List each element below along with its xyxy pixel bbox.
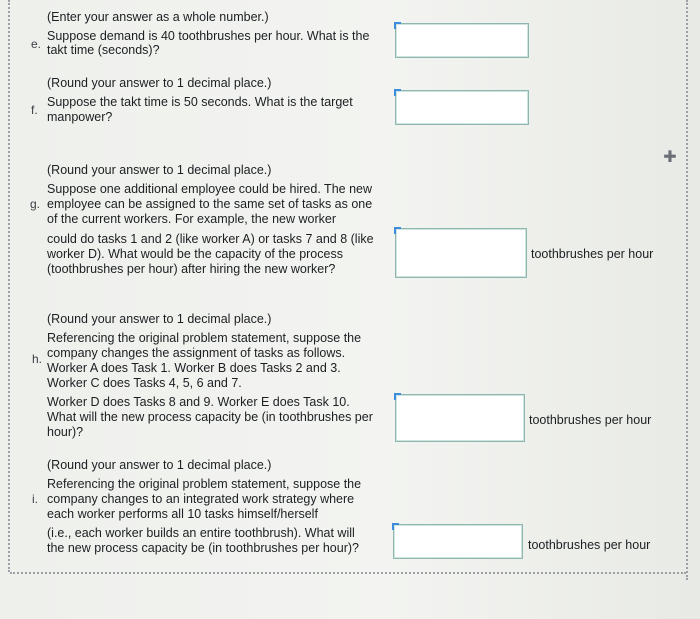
- question-i-line-3: each worker performs all 10 tasks himself/herself: [47, 507, 318, 521]
- left-dotted-border: [8, 0, 10, 572]
- question-e-answer-input[interactable]: [395, 23, 529, 58]
- question-h-letter: h.: [32, 352, 43, 366]
- question-h-unit-label: toothbrushes per hour: [529, 413, 652, 427]
- question-h-line-2: company changes the assignment of tasks as follows.: [47, 346, 346, 360]
- question-h-answer-input[interactable]: [395, 394, 525, 442]
- question-g-line-3: of the current workers. For example, the new worker: [47, 212, 337, 226]
- question-e-line-1: Suppose demand is 40 toothbrushes per hour. What is the: [47, 29, 370, 43]
- question-g-unit-label: toothbrushes per hour: [531, 247, 654, 261]
- question-h-line-1: Referencing the original problem statement, suppose the: [47, 331, 362, 345]
- question-g-line-1: Suppose one additional employee could be hired. The new: [47, 182, 372, 196]
- question-f-line-1: Suppose the takt time is 50 seconds. What is the target: [47, 95, 353, 109]
- right-dotted-border: [686, 0, 688, 580]
- question-f-line-2: manpower?: [47, 110, 113, 124]
- question-g-line-5: worker D). What would be the capacity of the process: [47, 247, 343, 261]
- question-h-line-6: What will the new process capacity be (in toothbrushes per: [47, 410, 373, 424]
- question-i-line-4: (i.e., each worker builds an entire toothbrush). What will: [47, 526, 355, 540]
- question-g-line-2: employee can be assigned to the same set of tasks as one: [47, 197, 373, 211]
- question-e-round-note: (Enter your answer as a whole number.): [47, 10, 269, 24]
- question-i-unit-label: toothbrushes per hour: [528, 538, 651, 552]
- question-f-round-note: (Round your answer to 1 decimal place.): [47, 76, 272, 90]
- question-i-line-2: company changes to an integrated work strategy where: [47, 492, 355, 506]
- question-h-line-4: Worker C does Tasks 4, 5, 6 and 7.: [47, 376, 242, 390]
- bottom-dotted-border: [10, 572, 686, 574]
- question-f-answer-input[interactable]: [395, 90, 529, 125]
- question-i-answer-input[interactable]: [393, 524, 523, 559]
- question-i-letter: i.: [32, 492, 38, 506]
- question-i-line-1: Referencing the original problem statement, suppose the: [47, 477, 362, 491]
- plus-cursor-icon: ✚: [663, 149, 677, 166]
- question-g-letter: g.: [30, 197, 41, 211]
- question-f-letter: f.: [31, 103, 38, 117]
- question-e-line-2: takt time (seconds)?: [47, 43, 160, 57]
- question-i-round-note: (Round your answer to 1 decimal place.): [47, 458, 272, 472]
- question-h-line-3: Worker A does Task 1. Worker B does Tasks 2 and 3.: [47, 361, 341, 375]
- question-h-round-note: (Round your answer to 1 decimal place.): [47, 312, 272, 326]
- question-g-line-4: could do tasks 1 and 2 (like worker A) or tasks 7 and 8 (like: [47, 232, 374, 246]
- question-h-line-5: Worker D does Tasks 8 and 9. Worker E does Task 10.: [47, 395, 350, 409]
- question-g-line-6: (toothbrushes per hour) after hiring the new worker?: [47, 262, 336, 276]
- question-h-line-7: hour)?: [47, 425, 84, 439]
- question-g-answer-input[interactable]: [395, 228, 527, 278]
- question-g-round-note: (Round your answer to 1 decimal place.): [47, 163, 272, 177]
- question-e-letter: e.: [31, 37, 42, 51]
- question-i-line-5: the new process capacity be (in toothbrushes per hour)?: [47, 541, 359, 555]
